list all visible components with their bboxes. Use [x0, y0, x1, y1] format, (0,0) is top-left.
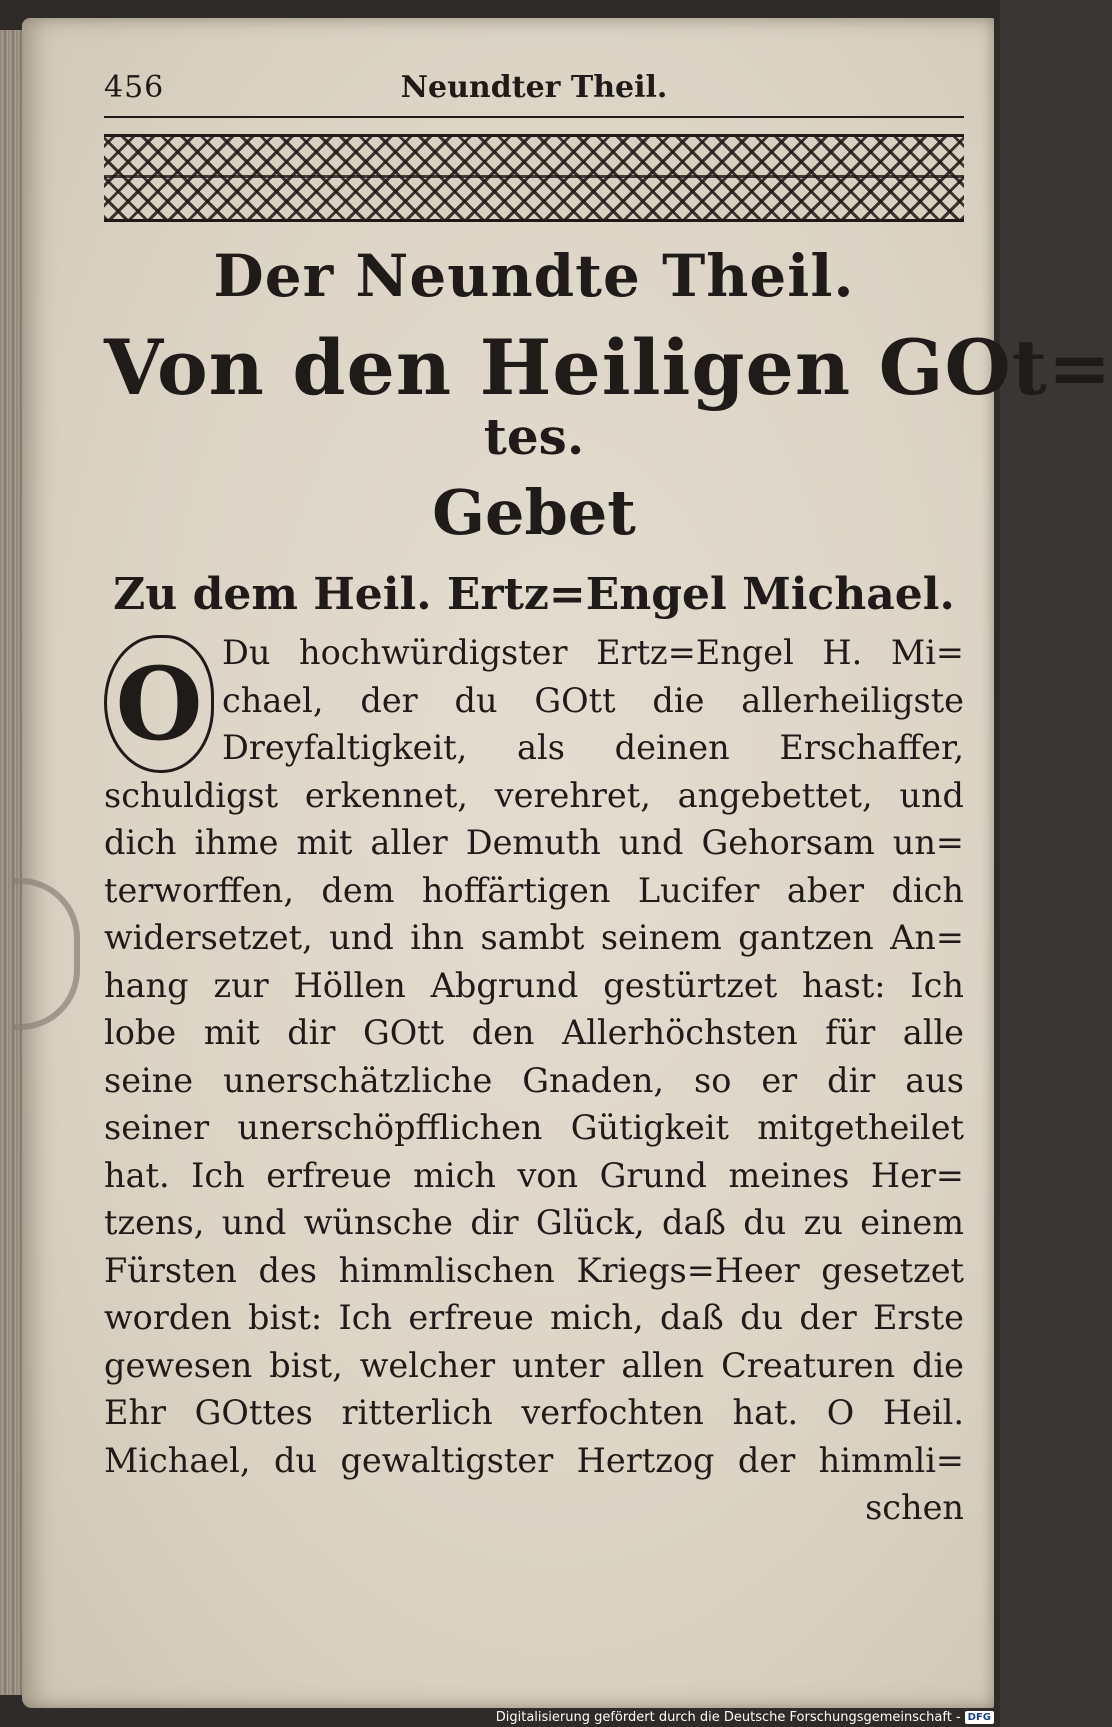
- text-line: Du hochwürdigster Ertz=Engel H. Mi=: [222, 633, 964, 673]
- text-line: Dreyfaltigkeit, als deinen Erschaffer,: [222, 728, 964, 768]
- part-title: Der Neundte Theil.: [213, 242, 855, 310]
- book-page: [22, 18, 1112, 1708]
- drop-cap: O: [104, 635, 214, 773]
- header-rule: [104, 116, 964, 118]
- text-line: dich ihme mit aller Demuth und Gehorsam un=: [104, 823, 964, 863]
- attribution-text: Digitalisierung gefördert durch die Deutsche Forschungsgemeinschaft -: [495, 1710, 961, 1725]
- dfg-logo: DFG: [965, 1711, 994, 1724]
- text-line: lobe mit dir GOtt den Allerhöchsten für alle: [104, 1013, 964, 1053]
- text-block: [104, 58, 1112, 1530]
- text-line: worden bist: Ich erfreue mich, daß du der Erste: [104, 1298, 964, 1338]
- text-line: seine unerschätzliche Gnaden, so er dir aus: [104, 1060, 964, 1100]
- text-line: widersetzet, und ihn sambt seinem gantzen An=: [104, 918, 964, 958]
- page-number: 456: [104, 70, 165, 105]
- text-line: tzens, und wünsche dir Glück, daß du zu einem: [104, 1203, 964, 1243]
- text-line: Ehr GOttes ritterlich verfochten hat. O Heil.: [104, 1393, 964, 1433]
- subject-title-continuation: tes.: [483, 407, 585, 467]
- text-line: schuldigst erkennet, verehret, angebettet, und: [104, 775, 964, 815]
- catchword: schen: [865, 1488, 964, 1528]
- text-line: hang zur Höllen Abgrund gestürtzet hast: Ich: [104, 965, 964, 1005]
- prayer-title: Gebet: [432, 476, 636, 550]
- text-line: chael, der du GOtt die allerheiligste: [222, 680, 964, 720]
- page-header: [104, 58, 964, 114]
- text-line: Michael, du gewaltigster Hertzog der himmli=: [104, 1440, 964, 1480]
- ornament-band: [104, 134, 964, 222]
- text-line: seiner unerschöpfflichen Gütigkeit mitgetheilet: [104, 1108, 964, 1148]
- subject-title: Von den Heiligen GOt=: [104, 322, 1112, 412]
- prayer-subtitle: Zu dem Heil. Ertz=Engel Michael.: [113, 568, 955, 620]
- text-line: gewesen bist, welcher unter allen Creaturen die: [104, 1345, 964, 1385]
- running-head: Neundter Theil.: [400, 70, 668, 105]
- text-line: hat. Ich erfreue mich von Grund meines Her=: [104, 1155, 964, 1195]
- body-text: [104, 629, 964, 1530]
- page-clip-shadow: [14, 878, 80, 1030]
- text-line: terworffen, dem hoffärtigen Lucifer aber dich: [104, 870, 964, 910]
- attribution-footer: [496, 1710, 994, 1725]
- text-line: Fürsten des himmlischen Kriegs=Heer gesetzet: [104, 1250, 964, 1290]
